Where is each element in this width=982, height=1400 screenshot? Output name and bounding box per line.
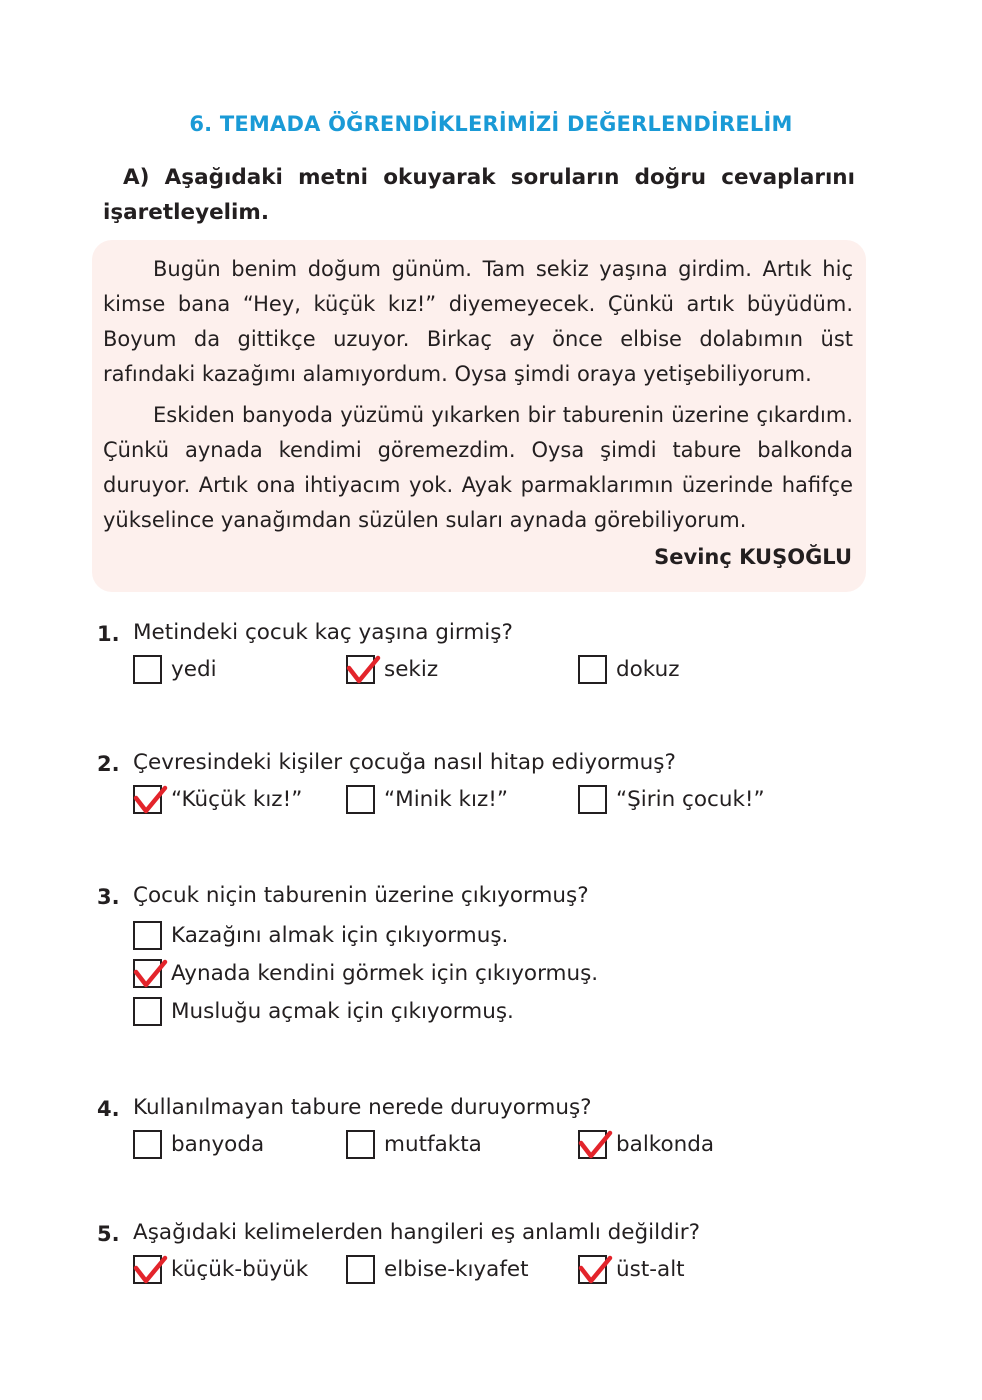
question-number: 2. xyxy=(97,752,120,776)
option-label: dokuz xyxy=(616,657,680,682)
question-number: 3. xyxy=(97,885,120,909)
question-text: Aşağıdaki kelimelerden hangileri eş anlamlı değildir? xyxy=(133,1220,700,1245)
checkbox[interactable] xyxy=(346,1130,375,1159)
checkbox[interactable] xyxy=(133,655,162,684)
option-label: “Minik kız!” xyxy=(384,787,509,812)
checkbox[interactable] xyxy=(133,785,162,814)
passage-paragraph-1: Bugün benim doğum günüm. Tam sekiz yaşına girdim. Artık hiç kimse bana “Hey, küçük kız!” diyemeyecek. Çünkü artık büyüdüm. Boyum da gittikçe uzuyor. Birkaç ay önce elbise dolabımın üst rafındaki kazağımı alamıyordum. Oysa şimdi oraya yetişebiliyorum. xyxy=(103,257,853,386)
option-label: Musluğu açmak için çıkıyormuş. xyxy=(171,999,514,1024)
checkmark-icon xyxy=(133,1253,167,1287)
checkbox[interactable] xyxy=(346,655,375,684)
option-label: mutfakta xyxy=(384,1132,482,1157)
option-label: küçük-büyük xyxy=(171,1257,309,1282)
checkbox[interactable] xyxy=(133,1130,162,1159)
question-text: Çocuk niçin taburenin üzerine çıkıyormuş? xyxy=(133,883,589,908)
checkmark-icon xyxy=(346,653,380,687)
checkbox[interactable] xyxy=(578,1255,607,1284)
instruction-text: A) Aşağıdaki metni okuyarak soruların doğru cevaplarını işaretleyelim. xyxy=(103,165,855,225)
checkbox[interactable] xyxy=(578,655,607,684)
checkbox[interactable] xyxy=(346,1255,375,1284)
option-label: “Küçük kız!” xyxy=(171,787,303,812)
option-label: Kazağını almak için çıkıyormuş. xyxy=(171,923,509,948)
checkbox[interactable] xyxy=(578,1130,607,1159)
checkmark-icon xyxy=(578,1253,612,1287)
checkbox[interactable] xyxy=(133,921,162,950)
question-text: Kullanılmayan tabure nerede duruyormuş? xyxy=(133,1095,592,1120)
checkbox[interactable] xyxy=(133,997,162,1026)
checkbox[interactable] xyxy=(133,1255,162,1284)
page-title: 6. TEMADA ÖĞRENDİKLERİMİZİ DEĞERLENDİRELİM xyxy=(189,112,793,136)
question-number: 1. xyxy=(97,622,120,646)
checkmark-icon xyxy=(133,783,167,817)
option-label: üst-alt xyxy=(616,1257,685,1282)
option-label: banyoda xyxy=(171,1132,265,1157)
passage-author: Sevinç KUŞOĞLU xyxy=(654,545,852,569)
option-label: “Şirin çocuk!” xyxy=(616,787,765,812)
option-label: elbise-kıyafet xyxy=(384,1257,529,1282)
checkmark-icon xyxy=(578,1128,612,1162)
option-label: balkonda xyxy=(616,1132,715,1157)
option-label: yedi xyxy=(171,657,217,682)
option-label: sekiz xyxy=(384,657,439,682)
question-number: 4. xyxy=(97,1097,120,1121)
checkmark-icon xyxy=(133,957,167,991)
checkbox[interactable] xyxy=(346,785,375,814)
question-text: Metindeki çocuk kaç yaşına girmiş? xyxy=(133,620,513,645)
question-text: Çevresindeki kişiler çocuğa nasıl hitap ediyormuş? xyxy=(133,750,676,775)
checkbox[interactable] xyxy=(578,785,607,814)
checkbox[interactable] xyxy=(133,959,162,988)
passage-paragraph-2: Eskiden banyoda yüzümü yıkarken bir taburenin üzerine çıkardım. Çünkü aynada kendimi göremezdim. Oysa şimdi tabure balkonda duruyor. Artık ona ihtiyacım yok. Ayak parmaklarımın üzerinde hafifçe yükselince yanağımdan süzülen suları aynada görebiliyorum. xyxy=(103,403,853,532)
option-label: Aynada kendini görmek için çıkıyormuş. xyxy=(171,961,599,986)
question-number: 5. xyxy=(97,1222,120,1246)
